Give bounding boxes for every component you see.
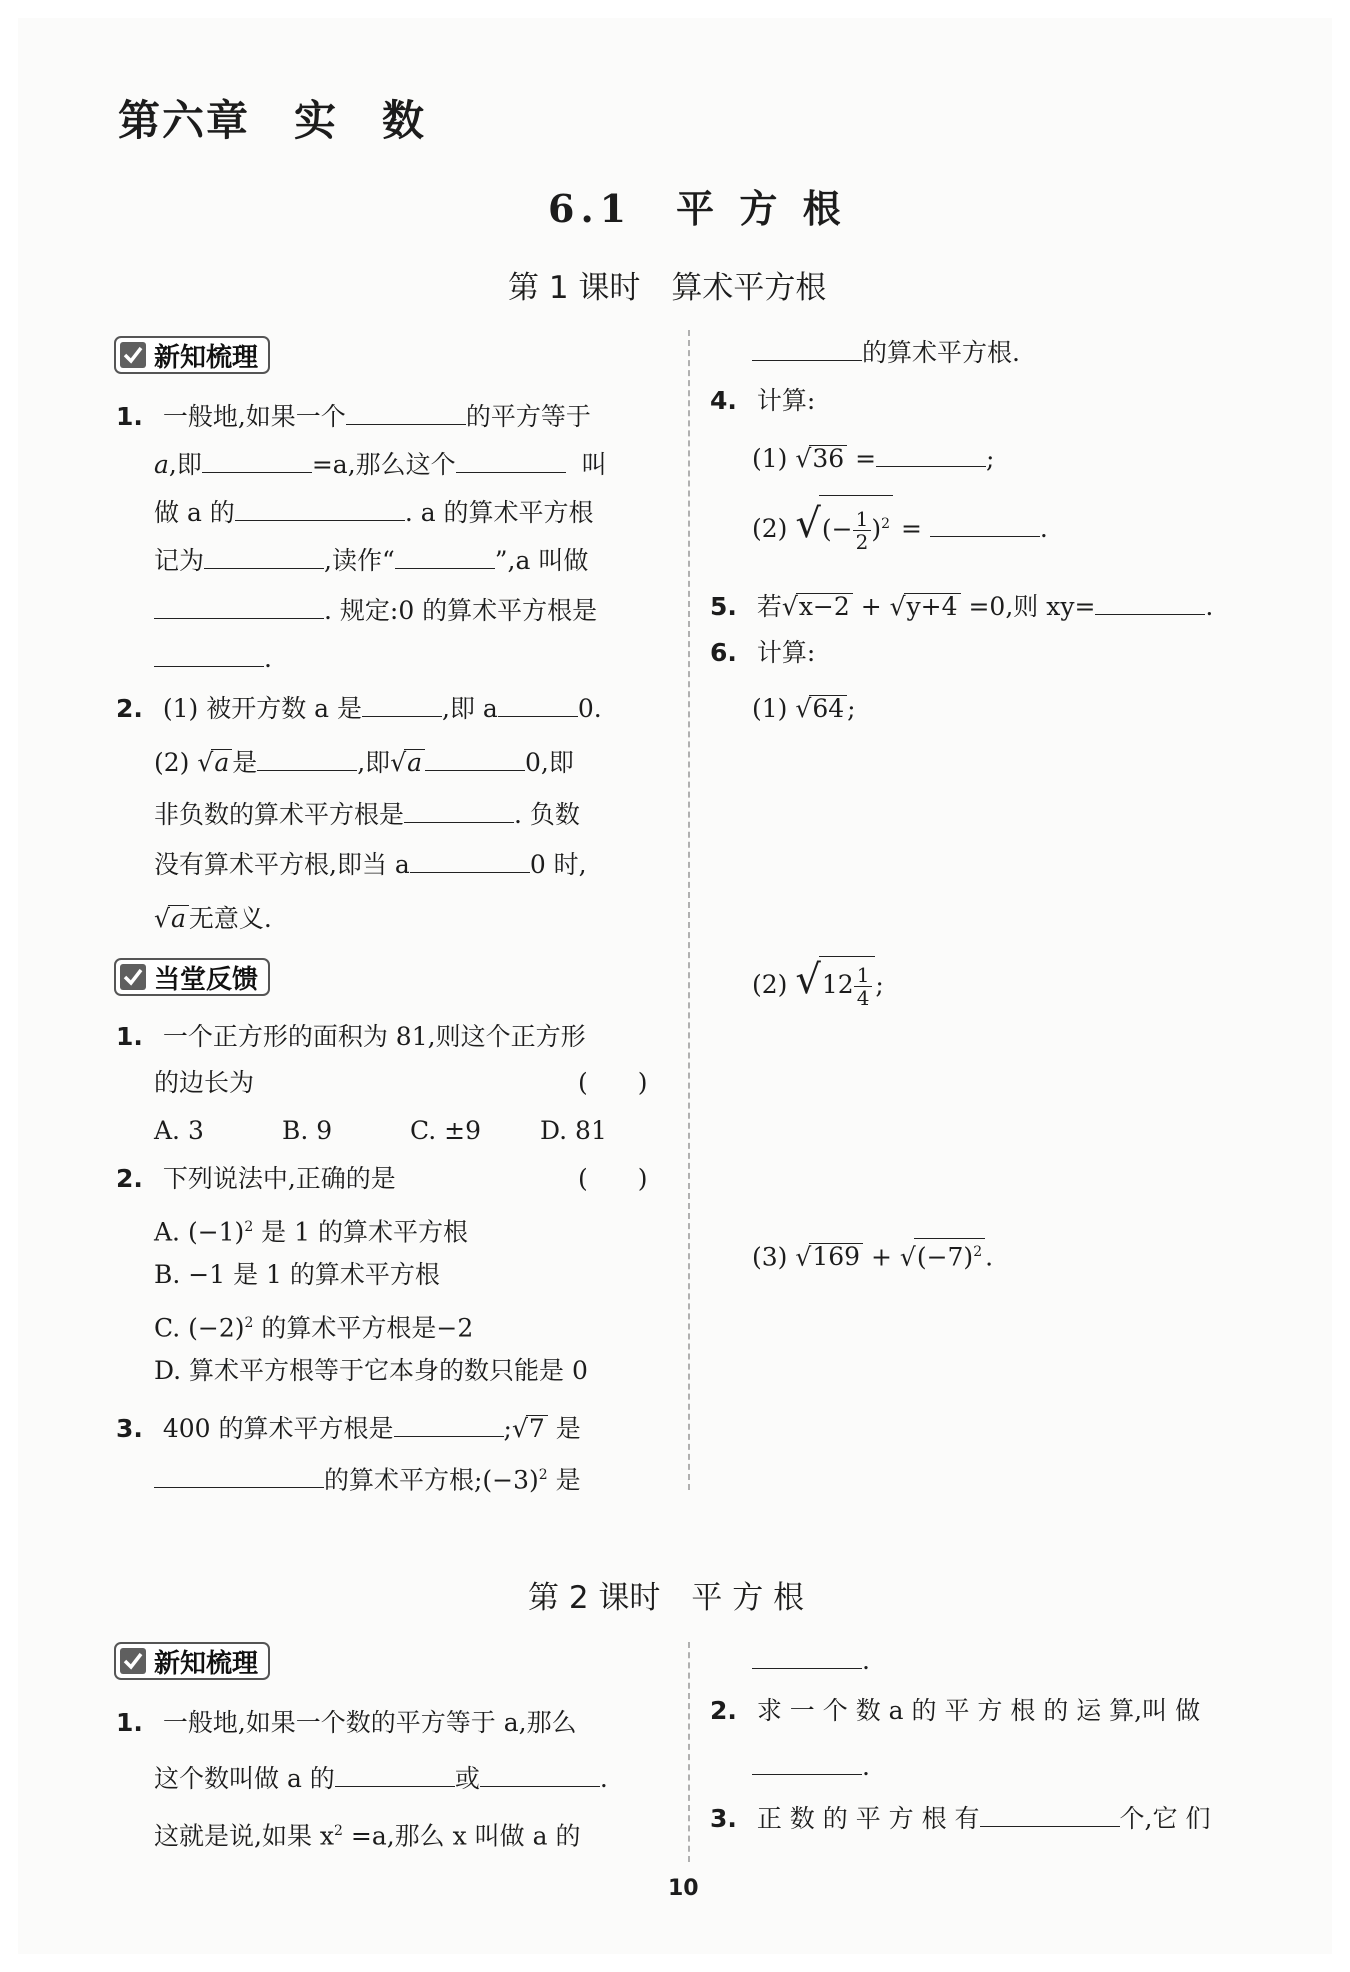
badge-label: 当堂反馈 [154,964,259,995]
text: 400 的算术平方根是 [162,1414,394,1443]
text: ,即 [357,748,391,777]
question-5-line-1 [710,588,1213,624]
text: ”,a 叫做 [494,546,589,575]
text: (2) [752,514,788,543]
answer-parentheses[interactable]: ( ) [578,1068,648,1097]
lesson2-question-1-line-1 [116,1706,577,1740]
column-divider [688,1642,690,1862]
text: 叫 [581,450,607,479]
text: 做 a 的 [154,498,235,527]
radicand: $(-7)^2$ [914,1238,985,1270]
question-2-line-3 [154,796,580,832]
sqrt-sign-icon: √ [795,1242,812,1272]
radicand: a [211,749,232,776]
question-number: 1. [116,1708,143,1737]
text: (1) [752,444,788,473]
question-2-line-5 [154,902,272,936]
text: 无意义. [188,904,272,933]
lesson2-question-1-line-2 [154,1760,608,1796]
answer-blank[interactable] [394,1410,504,1437]
page-number: 10 [668,1876,699,1901]
text: + [863,1242,900,1272]
answer-blank[interactable] [1095,588,1205,615]
question-1-line-6 [154,640,272,676]
sqrt-sign-icon: √ [889,592,906,621]
radicand: 7 [526,1415,548,1442]
sqrt-sign-icon: √ [795,957,821,1003]
answer-blank[interactable] [346,398,466,425]
question-number: 5. [710,592,737,621]
text: 的算术平方根. [862,338,1020,367]
radicand: 12 $\frac{1}{4}$ [819,956,876,1013]
text: 是 [232,748,258,777]
answer-blank[interactable] [404,796,514,823]
checkmark-icon [120,964,146,990]
text: (2) [154,748,190,777]
question-number: 2. [116,694,143,723]
answer-parentheses[interactable]: ( ) [578,1164,648,1193]
lesson2-question-2-line-2 [752,1748,870,1784]
text: ,即 a [442,694,498,723]
text: . [1205,592,1214,621]
text: . 负数 [514,800,580,829]
lesson-1-title: 第 1 课时 算术平方根 [508,270,827,306]
text: . a 的算术平方根 [404,498,594,527]
text: (1) [752,694,788,723]
question-number: 3. [116,1414,143,1443]
sqrt-sign-icon: √ [781,592,798,621]
answer-blank[interactable] [204,542,324,569]
answer-blank[interactable] [395,542,495,569]
continuation-line [752,1642,870,1678]
option-a[interactable]: A. $(-1)^2$ 是 1 的算术平方根 [154,1217,468,1247]
answer-blank[interactable] [480,1760,600,1787]
text: 是 [547,1465,581,1495]
answer-blank[interactable] [752,1642,862,1669]
answer-blank[interactable] [930,510,1040,537]
answer-blank[interactable] [202,446,312,473]
question-1-line-1 [116,398,591,434]
radicand: 169 [809,1243,863,1270]
text: (1) 被开方数 a 是 [162,694,363,723]
text: = [847,444,877,473]
sqrt-sign-icon: √ [390,748,407,777]
text: 这个数叫做 a 的 [154,1764,335,1793]
question-4-line-1 [710,384,815,418]
radicand: 36 [809,445,847,472]
text: 0 时, [529,850,587,879]
text: 的平方等于 [465,402,591,431]
text: . [599,1764,608,1793]
text: . [862,1646,870,1675]
lesson2-question-3-line-1 [710,1800,1210,1836]
option-d[interactable]: D. 算术平方根等于它本身的数只能是 0 [154,1356,588,1385]
sqrt-sign-icon: √ [795,694,812,723]
text: (2) [752,970,788,999]
question-number: 3. [710,1804,737,1833]
answer-blank[interactable] [257,744,357,771]
new-knowledge-badge [114,1642,270,1680]
answer-blank[interactable] [235,494,405,521]
question-number: 1. [116,402,143,431]
sqrt-sign-icon: √ [511,1414,528,1443]
text: =0,则 xy= [960,592,1096,621]
question-number: 6. [710,638,737,667]
text: 一般地,如果一个数的平方等于 a,那么 [162,1708,577,1737]
question-1-line-3 [154,494,594,530]
question-2-line-1 [116,690,602,726]
text: ,即 [168,450,202,479]
question-6-part-3 [752,1238,993,1274]
question-1-line-2 [154,446,607,482]
text: 计算: [756,386,816,415]
option-a[interactable]: A. 3 [154,1116,204,1145]
answer-blank[interactable] [410,846,530,873]
text: (3) [752,1242,788,1272]
text: . 规定:0 的算术平方根是 [324,596,598,625]
option-b[interactable]: B. −1 是 1 的算术平方根 [154,1260,440,1289]
question-6-part-2 [752,950,884,1010]
text: 一般地,如果一个 [162,402,346,431]
text: . [862,1752,870,1781]
column-divider [688,330,690,1490]
text: ; [847,694,856,723]
sqrt-sign-icon: √ [899,1242,916,1272]
text: 没有算术平方根,即当 a [154,850,410,879]
text: 非负数的算术平方根是 [154,800,405,829]
question-2-line-2 [154,744,574,780]
checkmark-icon [120,342,146,368]
text: 0,即 [525,748,574,777]
text: 若 [756,592,782,621]
question-number: 1. [116,1022,143,1051]
text: 计算: [756,638,816,667]
sqrt-sign-icon: √ [795,501,821,547]
text: 或 [454,1764,480,1793]
text: . [264,644,272,673]
option-b[interactable]: B. 9 [282,1116,333,1145]
text: 下列说法中,正确的是 [162,1164,396,1193]
text: 个,它 们 [1119,1804,1211,1833]
answer-blank[interactable] [752,334,862,361]
sqrt-sign-icon: √ [154,904,170,933]
feedback-question-1-line-1 [116,1020,586,1054]
feedback-question-2-line-1 [116,1162,396,1196]
text: 0. [577,694,602,723]
text: . [985,1242,994,1272]
answer-blank[interactable] [498,690,578,717]
question-4-part-1 [752,440,994,476]
question-number: 2. [116,1164,143,1193]
badge-label: 新知梳理 [154,1648,259,1679]
continuation-line [752,334,1020,370]
radicand: y+4 [904,593,961,620]
text: =a,那么这个 [311,450,456,479]
lesson-2-title: 第 2 课时 平 方 根 [528,1580,805,1616]
answer-blank[interactable] [335,1760,455,1787]
feedback-question-3-line-2: 的算术平方根$;(-3)^2$ 是 [154,1458,581,1497]
radicand: a [168,905,189,932]
answer-blank[interactable] [425,744,525,771]
sqrt-sign-icon: √ [795,444,812,473]
question-1-line-5 [154,592,597,628]
variable: a [154,450,169,479]
option-c[interactable]: C. $(-2)^2$ 的算术平方根是−2 [154,1313,474,1343]
text: 一个正方形的面积为 81,则这个正方形 [162,1022,586,1051]
text: 是 [547,1414,581,1443]
radicand: a [404,749,425,776]
question-6-part-1 [752,692,856,726]
question-1-line-4 [154,542,588,578]
new-knowledge-badge [114,336,270,374]
text: 的算术平方根;(−3) [324,1465,539,1495]
text: 的边长为 [154,1068,255,1097]
answer-blank[interactable] [752,1748,862,1775]
question-number: 4. [710,386,737,415]
radicand: 64 [809,695,847,722]
feedback-badge [114,958,270,996]
text: =a,那么 x 叫做 a 的 [342,1821,581,1851]
radicand: x−2 [796,593,853,620]
option-c[interactable]: C. ±9 [410,1116,481,1145]
text: ; [986,444,995,473]
text: ,读作“ [324,546,395,575]
answer-blank[interactable] [154,640,264,667]
answer-blank[interactable] [980,1800,1120,1827]
text: . [1039,514,1048,543]
feedback-question-3-line-1 [116,1410,581,1446]
answer-blank[interactable] [876,440,986,467]
text: 求 一 个 数 a 的 平 方 根 的 运 算,叫 做 [756,1696,1201,1725]
answer-blank[interactable] [456,446,566,473]
question-number: 2. [710,1696,737,1725]
text: 记为 [154,546,205,575]
text: + [852,592,890,621]
text: ; [503,1414,512,1443]
lesson2-question-2-line-1 [710,1694,1200,1728]
question-2-line-4 [154,846,587,882]
feedback-question-1-line-2 [154,1066,254,1100]
answer-blank[interactable] [154,592,324,619]
sqrt-sign-icon: √ [197,748,214,777]
question-4-part-2: (2) √(− $\frac{1}{2}$ )$^2$ = . [752,494,1048,554]
lesson2-question-1-line-3: 这就是说,如果 $x^2 =a$,那么 x 叫做 a 的 [154,1821,581,1851]
text: 这就是说,如果 x [154,1821,334,1851]
text: ; [875,970,884,999]
checkmark-icon [120,1648,146,1674]
radicand: (− $\frac{1}{2}$ )$^2$ [819,495,893,557]
section-title: 6.1 平 方 根 [548,186,847,231]
text: 正 数 的 平 方 根 有 [756,1804,980,1833]
answer-blank[interactable] [362,690,442,717]
badge-label: 新知梳理 [154,342,259,373]
option-d[interactable]: D. 81 [540,1116,607,1145]
answer-blank[interactable] [154,1461,324,1488]
chapter-title: 第六章 实 数 [118,96,427,145]
question-6-line-1 [710,636,815,670]
